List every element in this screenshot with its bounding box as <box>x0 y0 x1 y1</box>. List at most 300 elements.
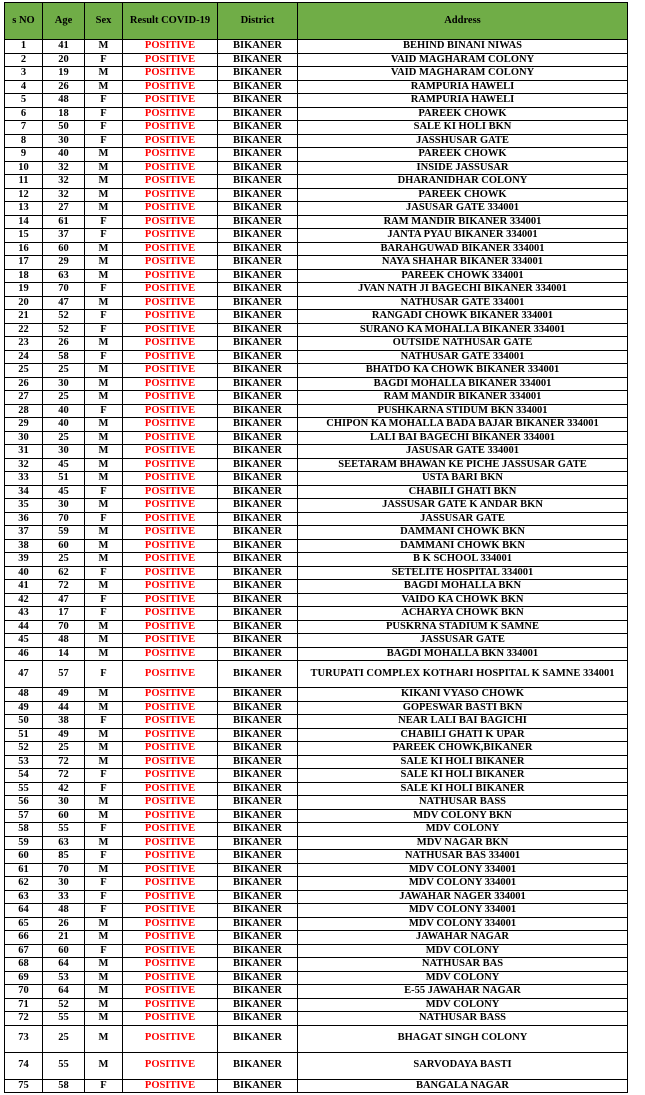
cell-result: POSITIVE <box>123 769 218 783</box>
cell-age: 60 <box>43 809 85 823</box>
cell-address: JASSHUSAR GATE <box>298 134 628 148</box>
cell-age: 63 <box>43 269 85 283</box>
cell-district: BIKANER <box>218 229 298 243</box>
cell-district: BIKANER <box>218 323 298 337</box>
table-row <box>5 404 628 418</box>
cell-sno: 8 <box>5 134 43 148</box>
cell-sno: 11 <box>5 175 43 189</box>
cell-result: POSITIVE <box>123 607 218 621</box>
cell-district: BIKANER <box>218 377 298 391</box>
cell-sno: 61 <box>5 863 43 877</box>
cell-result: POSITIVE <box>123 364 218 378</box>
cell-result: POSITIVE <box>123 782 218 796</box>
cell-district: BIKANER <box>218 215 298 229</box>
cell-sex: F <box>85 850 123 864</box>
cell-address: MDV COLONY BKN <box>298 809 628 823</box>
cell-sex: F <box>85 1079 123 1093</box>
table-row <box>5 364 628 378</box>
table-row <box>5 755 628 769</box>
cell-sno: 53 <box>5 755 43 769</box>
cell-district: BIKANER <box>218 742 298 756</box>
cell-age: 30 <box>43 377 85 391</box>
table-row <box>5 499 628 513</box>
table-row <box>5 1052 628 1079</box>
cell-age: 41 <box>43 40 85 54</box>
cell-address: JANTA PYAU BIKANER 334001 <box>298 229 628 243</box>
table-row <box>5 944 628 958</box>
cell-district: BIKANER <box>218 917 298 931</box>
cell-address: SALE KI HOLI BIKANER <box>298 755 628 769</box>
cell-sex: M <box>85 917 123 931</box>
header-age: Age <box>43 3 85 40</box>
table-row <box>5 809 628 823</box>
cell-sno: 40 <box>5 566 43 580</box>
cell-address: RAMPURIA HAWELI <box>298 80 628 94</box>
cell-age: 20 <box>43 53 85 67</box>
cell-address: VAID MAGHARAM COLONY <box>298 53 628 67</box>
cell-sex: M <box>85 998 123 1012</box>
cell-age: 32 <box>43 161 85 175</box>
cell-sex: F <box>85 512 123 526</box>
cell-result: POSITIVE <box>123 134 218 148</box>
cell-age: 29 <box>43 256 85 270</box>
cell-result: POSITIVE <box>123 755 218 769</box>
cell-sno: 38 <box>5 539 43 553</box>
cell-sno: 19 <box>5 283 43 297</box>
cell-result: POSITIVE <box>123 809 218 823</box>
table-row <box>5 890 628 904</box>
cell-address: JASSUSAR GATE <box>298 512 628 526</box>
cell-sno: 27 <box>5 391 43 405</box>
cell-age: 25 <box>43 742 85 756</box>
cell-age: 70 <box>43 863 85 877</box>
cell-result: POSITIVE <box>123 917 218 931</box>
cell-sex: M <box>85 647 123 661</box>
cell-sex: M <box>85 80 123 94</box>
cell-sno: 2 <box>5 53 43 67</box>
cell-district: BIKANER <box>218 107 298 121</box>
table-row <box>5 80 628 94</box>
cell-address: CHIPON KA MOHALLA BADA BAJAR BIKANER 334001 <box>298 418 628 432</box>
cell-sex: F <box>85 890 123 904</box>
cell-sno: 72 <box>5 1012 43 1026</box>
cell-address: SURANO KA MOHALLA BIKANER 334001 <box>298 323 628 337</box>
cell-sex: M <box>85 67 123 81</box>
table-row <box>5 688 628 702</box>
cell-district: BIKANER <box>218 40 298 54</box>
cell-result: POSITIVE <box>123 67 218 81</box>
cell-district: BIKANER <box>218 269 298 283</box>
cell-sex: M <box>85 364 123 378</box>
table-row <box>5 283 628 297</box>
cell-address: BHATDO KA CHOWK BIKANER 334001 <box>298 364 628 378</box>
header-sno: s NO <box>5 3 43 40</box>
cell-address: JASSUSAR GATE K ANDAR BKN <box>298 499 628 513</box>
cell-sno: 68 <box>5 958 43 972</box>
table-row <box>5 512 628 526</box>
cell-sex: M <box>85 1025 123 1052</box>
cell-sno: 24 <box>5 350 43 364</box>
table-row <box>5 728 628 742</box>
table-row <box>5 94 628 108</box>
cell-result: POSITIVE <box>123 715 218 729</box>
cell-age: 60 <box>43 539 85 553</box>
cell-district: BIKANER <box>218 661 298 688</box>
cell-age: 53 <box>43 971 85 985</box>
cell-sex: M <box>85 377 123 391</box>
cell-age: 19 <box>43 67 85 81</box>
cell-sno: 71 <box>5 998 43 1012</box>
table-row <box>5 256 628 270</box>
table-row <box>5 593 628 607</box>
cell-district: BIKANER <box>218 1079 298 1093</box>
cell-district: BIKANER <box>218 499 298 513</box>
cell-result: POSITIVE <box>123 1012 218 1026</box>
cell-district: BIKANER <box>218 175 298 189</box>
cell-district: BIKANER <box>218 593 298 607</box>
cell-age: 37 <box>43 229 85 243</box>
cell-sex: M <box>85 620 123 634</box>
cell-sex: M <box>85 445 123 459</box>
table-row <box>5 904 628 918</box>
cell-sno: 57 <box>5 809 43 823</box>
cell-result: POSITIVE <box>123 998 218 1012</box>
cell-sex: M <box>85 931 123 945</box>
cell-district: BIKANER <box>218 998 298 1012</box>
table-row <box>5 485 628 499</box>
cell-result: POSITIVE <box>123 485 218 499</box>
cell-sex: M <box>85 634 123 648</box>
cell-address: BAGDI MOHALLA BIKANER 334001 <box>298 377 628 391</box>
table-row <box>5 539 628 553</box>
cell-sex: M <box>85 553 123 567</box>
cell-district: BIKANER <box>218 823 298 837</box>
cell-sno: 3 <box>5 67 43 81</box>
cell-age: 44 <box>43 701 85 715</box>
cell-sex: M <box>85 580 123 594</box>
table-row <box>5 634 628 648</box>
cell-sno: 12 <box>5 188 43 202</box>
cell-result: POSITIVE <box>123 175 218 189</box>
cell-sex: F <box>85 715 123 729</box>
cell-age: 27 <box>43 202 85 216</box>
cell-result: POSITIVE <box>123 350 218 364</box>
cell-district: BIKANER <box>218 1012 298 1026</box>
cell-sex: F <box>85 566 123 580</box>
cell-sex: M <box>85 472 123 486</box>
cell-sno: 66 <box>5 931 43 945</box>
cell-district: BIKANER <box>218 202 298 216</box>
cell-result: POSITIVE <box>123 283 218 297</box>
cell-district: BIKANER <box>218 350 298 364</box>
cell-address: PUSHKARNA STIDUM BKN 334001 <box>298 404 628 418</box>
cell-address: KIKANI VYASO CHOWK <box>298 688 628 702</box>
cell-district: BIKANER <box>218 580 298 594</box>
cell-address: NATHUSAR GATE 334001 <box>298 350 628 364</box>
cell-result: POSITIVE <box>123 890 218 904</box>
cell-address: JVAN NATH JI BAGECHI BIKANER 334001 <box>298 283 628 297</box>
cell-sex: M <box>85 1052 123 1079</box>
cell-district: BIKANER <box>218 458 298 472</box>
cell-district: BIKANER <box>218 472 298 486</box>
cell-sno: 54 <box>5 769 43 783</box>
cell-district: BIKANER <box>218 877 298 891</box>
cell-age: 52 <box>43 310 85 324</box>
cell-district: BIKANER <box>218 539 298 553</box>
cell-sno: 43 <box>5 607 43 621</box>
cell-age: 64 <box>43 958 85 972</box>
cell-sex: M <box>85 809 123 823</box>
table-row <box>5 445 628 459</box>
cell-sno: 10 <box>5 161 43 175</box>
cell-district: BIKANER <box>218 67 298 81</box>
cell-age: 48 <box>43 904 85 918</box>
cell-address: PUSKRNA STADIUM K SAMNE <box>298 620 628 634</box>
cell-sex: M <box>85 431 123 445</box>
cell-age: 40 <box>43 148 85 162</box>
cell-sno: 9 <box>5 148 43 162</box>
cell-sex: M <box>85 161 123 175</box>
cell-sno: 30 <box>5 431 43 445</box>
cell-district: BIKANER <box>218 121 298 135</box>
table-row <box>5 742 628 756</box>
cell-result: POSITIVE <box>123 431 218 445</box>
cell-age: 30 <box>43 445 85 459</box>
table-row <box>5 134 628 148</box>
cell-address: SALE KI HOLI BIKANER <box>298 769 628 783</box>
table-row <box>5 958 628 972</box>
cell-district: BIKANER <box>218 904 298 918</box>
table-row <box>5 215 628 229</box>
cell-result: POSITIVE <box>123 823 218 837</box>
cell-result: POSITIVE <box>123 458 218 472</box>
cell-age: 26 <box>43 80 85 94</box>
cell-age: 49 <box>43 688 85 702</box>
cell-sno: 75 <box>5 1079 43 1093</box>
cell-age: 33 <box>43 890 85 904</box>
cell-sno: 28 <box>5 404 43 418</box>
cell-sno: 26 <box>5 377 43 391</box>
cell-district: BIKANER <box>218 688 298 702</box>
cell-age: 60 <box>43 944 85 958</box>
cell-age: 52 <box>43 323 85 337</box>
cell-sex: F <box>85 404 123 418</box>
cell-sno: 45 <box>5 634 43 648</box>
cell-result: POSITIVE <box>123 1052 218 1079</box>
cell-sno: 37 <box>5 526 43 540</box>
cell-sex: M <box>85 391 123 405</box>
cell-age: 48 <box>43 634 85 648</box>
cell-address: BARAHGUWAD BIKANER 334001 <box>298 242 628 256</box>
cell-district: BIKANER <box>218 283 298 297</box>
header-result: Result COVID-19 <box>123 3 218 40</box>
cell-sex: M <box>85 296 123 310</box>
cell-age: 85 <box>43 850 85 864</box>
header-row <box>5 3 628 40</box>
cell-age: 49 <box>43 728 85 742</box>
table-row <box>5 796 628 810</box>
cell-sno: 48 <box>5 688 43 702</box>
cell-address: SETELITE HOSPITAL 334001 <box>298 566 628 580</box>
cell-age: 17 <box>43 607 85 621</box>
cell-sno: 49 <box>5 701 43 715</box>
cell-result: POSITIVE <box>123 242 218 256</box>
table-row <box>5 931 628 945</box>
cell-sno: 21 <box>5 310 43 324</box>
cell-sno: 14 <box>5 215 43 229</box>
cell-age: 50 <box>43 121 85 135</box>
cell-sno: 32 <box>5 458 43 472</box>
cell-address: VAIDO KA CHOWK BKN <box>298 593 628 607</box>
cell-result: POSITIVE <box>123 323 218 337</box>
cell-district: BIKANER <box>218 512 298 526</box>
cell-sex: F <box>85 661 123 688</box>
cell-result: POSITIVE <box>123 553 218 567</box>
cell-age: 58 <box>43 350 85 364</box>
cell-sex: F <box>85 94 123 108</box>
cell-sno: 50 <box>5 715 43 729</box>
cell-sex: M <box>85 836 123 850</box>
cell-sex: M <box>85 526 123 540</box>
table-row <box>5 526 628 540</box>
cell-result: POSITIVE <box>123 40 218 54</box>
cell-address: DHARANIDHAR COLONY <box>298 175 628 189</box>
cell-district: BIKANER <box>218 809 298 823</box>
cell-address: RAM MANDIR BIKANER 334001 <box>298 391 628 405</box>
cell-result: POSITIVE <box>123 877 218 891</box>
cell-age: 25 <box>43 553 85 567</box>
table-row <box>5 67 628 81</box>
cell-sex: M <box>85 418 123 432</box>
cell-district: BIKANER <box>218 364 298 378</box>
cell-sex: M <box>85 269 123 283</box>
cell-sex: F <box>85 283 123 297</box>
cell-district: BIKANER <box>218 566 298 580</box>
table-row <box>5 553 628 567</box>
cell-result: POSITIVE <box>123 161 218 175</box>
cell-sex: F <box>85 310 123 324</box>
cell-age: 47 <box>43 593 85 607</box>
cell-address: PAREEK CHOWK,BIKANER <box>298 742 628 756</box>
cell-sex: M <box>85 256 123 270</box>
cell-district: BIKANER <box>218 391 298 405</box>
table-row <box>5 418 628 432</box>
table-row <box>5 242 628 256</box>
cell-age: 32 <box>43 175 85 189</box>
cell-age: 45 <box>43 458 85 472</box>
cell-address: ACHARYA CHOWK BKN <box>298 607 628 621</box>
cell-sex: F <box>85 323 123 337</box>
cell-sex: F <box>85 107 123 121</box>
cell-district: BIKANER <box>218 256 298 270</box>
cell-district: BIKANER <box>218 337 298 351</box>
table-body <box>5 40 628 1093</box>
cell-sex: F <box>85 350 123 364</box>
cell-sex: M <box>85 728 123 742</box>
cell-district: BIKANER <box>218 94 298 108</box>
cell-sno: 41 <box>5 580 43 594</box>
cell-district: BIKANER <box>218 620 298 634</box>
cell-result: POSITIVE <box>123 377 218 391</box>
cell-sex: F <box>85 215 123 229</box>
cell-age: 70 <box>43 512 85 526</box>
cell-sno: 46 <box>5 647 43 661</box>
cell-age: 70 <box>43 620 85 634</box>
cell-result: POSITIVE <box>123 904 218 918</box>
header-sex: Sex <box>85 3 123 40</box>
cell-address: INSIDE JASSUSAR <box>298 161 628 175</box>
table-row <box>5 337 628 351</box>
cell-district: BIKANER <box>218 431 298 445</box>
cell-age: 38 <box>43 715 85 729</box>
table-row <box>5 391 628 405</box>
cell-address: RAM MANDIR BIKANER 334001 <box>298 215 628 229</box>
cell-district: BIKANER <box>218 985 298 999</box>
cell-result: POSITIVE <box>123 1079 218 1093</box>
cell-address: JAWAHAR NAGER 334001 <box>298 890 628 904</box>
cell-result: POSITIVE <box>123 472 218 486</box>
cell-age: 51 <box>43 472 85 486</box>
cell-sno: 65 <box>5 917 43 931</box>
cell-age: 32 <box>43 188 85 202</box>
cell-result: POSITIVE <box>123 269 218 283</box>
cell-address: BAGDI MOHALLA BKN 334001 <box>298 647 628 661</box>
cell-address: RAMPURIA HAWELI <box>298 94 628 108</box>
cell-address: SALE KI HOLI BIKANER <box>298 782 628 796</box>
cell-age: 55 <box>43 1052 85 1079</box>
table-row <box>5 202 628 216</box>
cell-address: TURUPATI COMPLEX KOTHARI HOSPITAL K SAMNE 334001 <box>298 661 628 688</box>
cell-sex: F <box>85 607 123 621</box>
cell-age: 63 <box>43 836 85 850</box>
cell-age: 40 <box>43 404 85 418</box>
cell-sex: M <box>85 337 123 351</box>
cell-age: 26 <box>43 917 85 931</box>
cell-result: POSITIVE <box>123 445 218 459</box>
cell-sex: M <box>85 701 123 715</box>
cell-district: BIKANER <box>218 755 298 769</box>
cell-age: 72 <box>43 769 85 783</box>
cell-sex: M <box>85 40 123 54</box>
cell-age: 30 <box>43 499 85 513</box>
cell-result: POSITIVE <box>123 337 218 351</box>
table-row <box>5 175 628 189</box>
cell-age: 72 <box>43 755 85 769</box>
cell-sno: 44 <box>5 620 43 634</box>
cell-sex: F <box>85 593 123 607</box>
table-row <box>5 323 628 337</box>
cell-sno: 13 <box>5 202 43 216</box>
cell-address: MDV COLONY 334001 <box>298 917 628 931</box>
cell-address: PAREEK CHOWK <box>298 107 628 121</box>
cell-district: BIKANER <box>218 782 298 796</box>
cell-result: POSITIVE <box>123 850 218 864</box>
cell-sno: 51 <box>5 728 43 742</box>
cell-sno: 18 <box>5 269 43 283</box>
cell-sno: 25 <box>5 364 43 378</box>
cell-sno: 59 <box>5 836 43 850</box>
cell-address: MDV NAGAR BKN <box>298 836 628 850</box>
cell-address: JAWAHAR NAGAR <box>298 931 628 945</box>
table-row <box>5 1012 628 1026</box>
table-row <box>5 350 628 364</box>
cell-result: POSITIVE <box>123 701 218 715</box>
table-row <box>5 458 628 472</box>
table-row <box>5 823 628 837</box>
cell-age: 60 <box>43 242 85 256</box>
cell-result: POSITIVE <box>123 53 218 67</box>
cell-district: BIKANER <box>218 647 298 661</box>
